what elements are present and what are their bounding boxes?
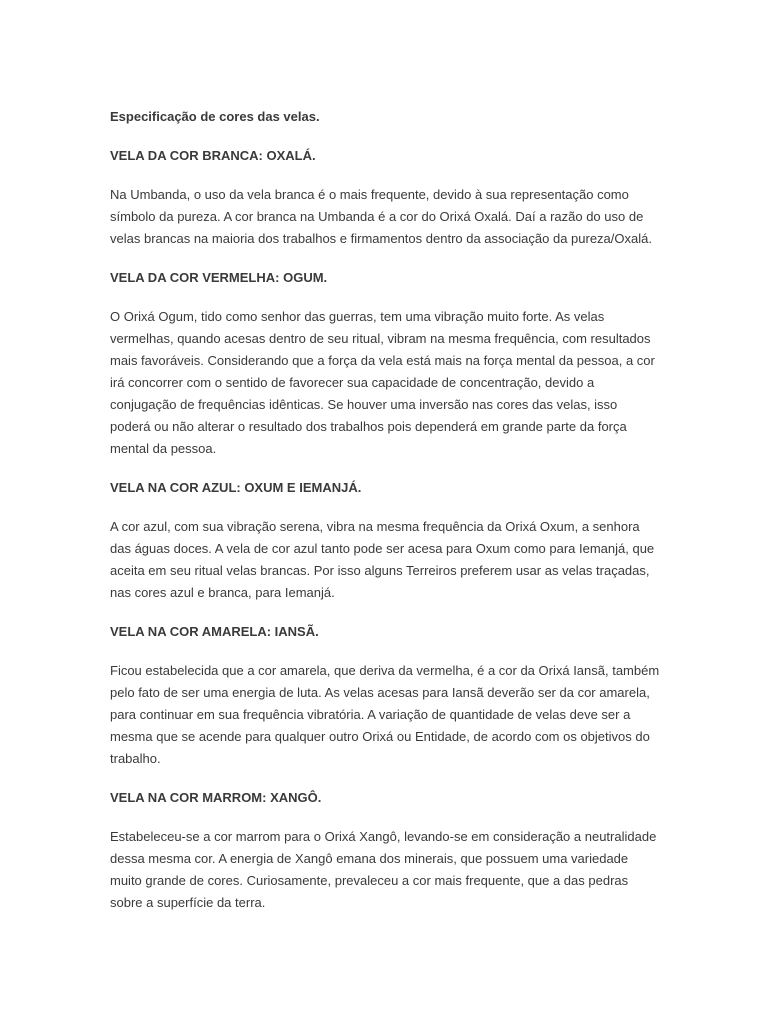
section-body-vermelha: O Orixá Ogum, tido como senhor das guerras, tem uma vibração muito forte. As velas vermelhas, quando acesas dentro de seu ritual, vibram na mesma frequência, com resultados mais favoráveis. Considerando que a força da vela está mais na força mental da pessoa, a cor irá concorrer com o sentido de favorecer sua capacidade de concentração, devido a conjugação de frequências idênticas. Se houver uma inversão nas cores das velas, isso poderá ou não alterar o resultado dos trabalhos pois dependerá em grande parte da força mental da pessoa. — [110, 309, 655, 456]
document-page — [110, 106, 660, 931]
section-body-amarela: Ficou estabelecida que a cor amarela, que deriva da vermelha, é a cor da Orixá Iansã, também pelo fato de ser uma energia de luta. As velas acesas para Iansã deverão ser da cor amarela, para continuar em sua frequência vibratória. A variação de quantidade de velas deve ser a mesma que se acende para qualquer outro Orixá ou Entidade, de acordo com os objetivos do trabalho. — [110, 663, 660, 766]
section-heading-azul: VELA NA COR AZUL: OXUM E IEMANJÁ. — [110, 480, 362, 495]
section-body-branca: Na Umbanda, o uso da vela branca é o mais frequente, devido à sua representação como símbolo da pureza. A cor branca na Umbanda é a cor do Orixá Oxalá. Daí a razão do uso de velas brancas na maioria dos trabalhos e firmamentos dentro da associação da pureza/Oxalá. — [110, 187, 652, 246]
section-heading-branca: VELA DA COR BRANCA: OXALÁ. — [110, 148, 316, 163]
section-body-marrom: Estabeleceu-se a cor marrom para o Orixá Xangô, levando-se em consideração a neutralidade dessa mesma cor. A energia de Xangô emana dos minerais, que possuem uma variedade muito grande de cores. Curiosamente, prevaleceu a cor mais frequente, que a das pedras sobre a superfície da terra. — [110, 829, 657, 910]
section-heading-vermelha: VELA DA COR VERMELHA: OGUM. — [110, 270, 328, 285]
section-body-azul: A cor azul, com sua vibração serena, vibra na mesma frequência da Orixá Oxum, a senhora das águas doces. A vela de cor azul tanto pode ser acesa para Oxum como para Iemanjá, que aceita em seu ritual velas brancas. Por isso alguns Terreiros preferem usar as velas traçadas, nas cores azul e branca, para Iemanjá. — [110, 519, 655, 600]
document-title: Especificação de cores das velas. — [110, 109, 320, 124]
section-heading-amarela: VELA NA COR AMARELA: IANSÃ. — [110, 624, 319, 639]
section-heading-marrom: VELA NA COR MARROM: XANGÔ. — [110, 790, 322, 805]
